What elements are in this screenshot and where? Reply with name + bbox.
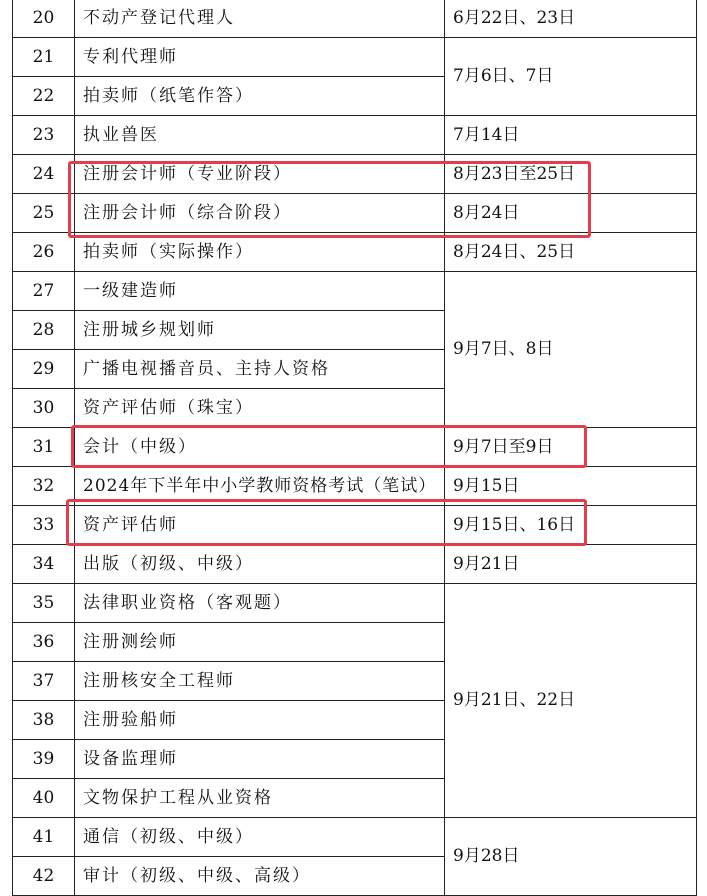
exam-date: 9月7日、8日 bbox=[445, 272, 697, 428]
table-row bbox=[13, 467, 697, 506]
row-number: 28 bbox=[13, 311, 75, 350]
row-number: 35 bbox=[13, 584, 75, 623]
row-number: 40 bbox=[13, 779, 75, 818]
row-number: 26 bbox=[13, 233, 75, 272]
exam-date: 8月23日至25日 bbox=[445, 155, 697, 194]
exam-name: 2024年下半年中小学教师资格考试（笔试） bbox=[75, 467, 445, 506]
row-number: 37 bbox=[13, 662, 75, 701]
row-number: 29 bbox=[13, 350, 75, 389]
exam-date: 8月24日、25日 bbox=[445, 233, 697, 272]
exam-name: 注册城乡规划师 bbox=[75, 311, 445, 350]
exam-name: 一级建造师 bbox=[75, 272, 445, 311]
table-row bbox=[13, 233, 697, 272]
row-number: 27 bbox=[13, 272, 75, 311]
exam-name: 注册会计师（综合阶段） bbox=[75, 194, 445, 233]
exam-name: 注册核安全工程师 bbox=[75, 662, 445, 701]
exam-date: 7月6日、7日 bbox=[445, 38, 697, 116]
exam-name: 通信（初级、中级） bbox=[75, 818, 445, 857]
table-row bbox=[13, 155, 697, 194]
exam-name: 出版（初级、中级） bbox=[75, 545, 445, 584]
exam-name: 拍卖师（实际操作） bbox=[75, 233, 445, 272]
exam-name: 专利代理师 bbox=[75, 38, 445, 77]
exam-date: 9月28日 bbox=[445, 818, 697, 896]
row-number: 23 bbox=[13, 116, 75, 155]
exam-name: 会计（中级） bbox=[75, 428, 445, 467]
table-row bbox=[13, 428, 697, 467]
table-row bbox=[13, 506, 697, 545]
exam-date: 9月15日 bbox=[445, 467, 697, 506]
table-row bbox=[13, 584, 697, 623]
row-number: 22 bbox=[13, 77, 75, 116]
exam-name: 资产评估师（珠宝） bbox=[75, 389, 445, 428]
exam-name: 注册测绘师 bbox=[75, 623, 445, 662]
table-row bbox=[13, 272, 697, 311]
exam-name: 设备监理师 bbox=[75, 740, 445, 779]
row-number: 25 bbox=[13, 194, 75, 233]
exam-date: 7月14日 bbox=[445, 116, 697, 155]
row-number: 31 bbox=[13, 428, 75, 467]
table-row bbox=[13, 194, 697, 233]
row-number: 41 bbox=[13, 818, 75, 857]
table-row bbox=[13, 818, 697, 857]
row-number: 33 bbox=[13, 506, 75, 545]
row-number: 36 bbox=[13, 623, 75, 662]
exam-name: 审计（初级、中级、高级） bbox=[75, 857, 445, 896]
row-number: 42 bbox=[13, 857, 75, 896]
row-number: 20 bbox=[13, 0, 75, 38]
exam-name: 文物保护工程从业资格 bbox=[75, 779, 445, 818]
table-row bbox=[13, 38, 697, 77]
exam-name: 拍卖师（纸笔作答） bbox=[75, 77, 445, 116]
row-number: 38 bbox=[13, 701, 75, 740]
exam-date: 9月21日、22日 bbox=[445, 584, 697, 818]
exam-name: 广播电视播音员、主持人资格 bbox=[75, 350, 445, 389]
exam-date: 9月15日、16日 bbox=[445, 506, 697, 545]
exam-date: 9月21日 bbox=[445, 545, 697, 584]
exam-date: 6月22日、23日 bbox=[445, 0, 697, 38]
row-number: 39 bbox=[13, 740, 75, 779]
row-number: 24 bbox=[13, 155, 75, 194]
table-row bbox=[13, 116, 697, 155]
exam-name: 注册会计师（专业阶段） bbox=[75, 155, 445, 194]
exam-schedule-table bbox=[12, 0, 697, 896]
table-row bbox=[13, 0, 697, 38]
row-number: 30 bbox=[13, 389, 75, 428]
row-number: 21 bbox=[13, 38, 75, 77]
row-number: 34 bbox=[13, 545, 75, 584]
exam-date: 8月24日 bbox=[445, 194, 697, 233]
exam-name: 资产评估师 bbox=[75, 506, 445, 545]
exam-name: 不动产登记代理人 bbox=[75, 0, 445, 38]
row-number: 32 bbox=[13, 467, 75, 506]
exam-name: 法律职业资格（客观题） bbox=[75, 584, 445, 623]
exam-date: 9月7日至9日 bbox=[445, 428, 697, 467]
exam-name: 执业兽医 bbox=[75, 116, 445, 155]
exam-name: 注册验船师 bbox=[75, 701, 445, 740]
table-row bbox=[13, 545, 697, 584]
